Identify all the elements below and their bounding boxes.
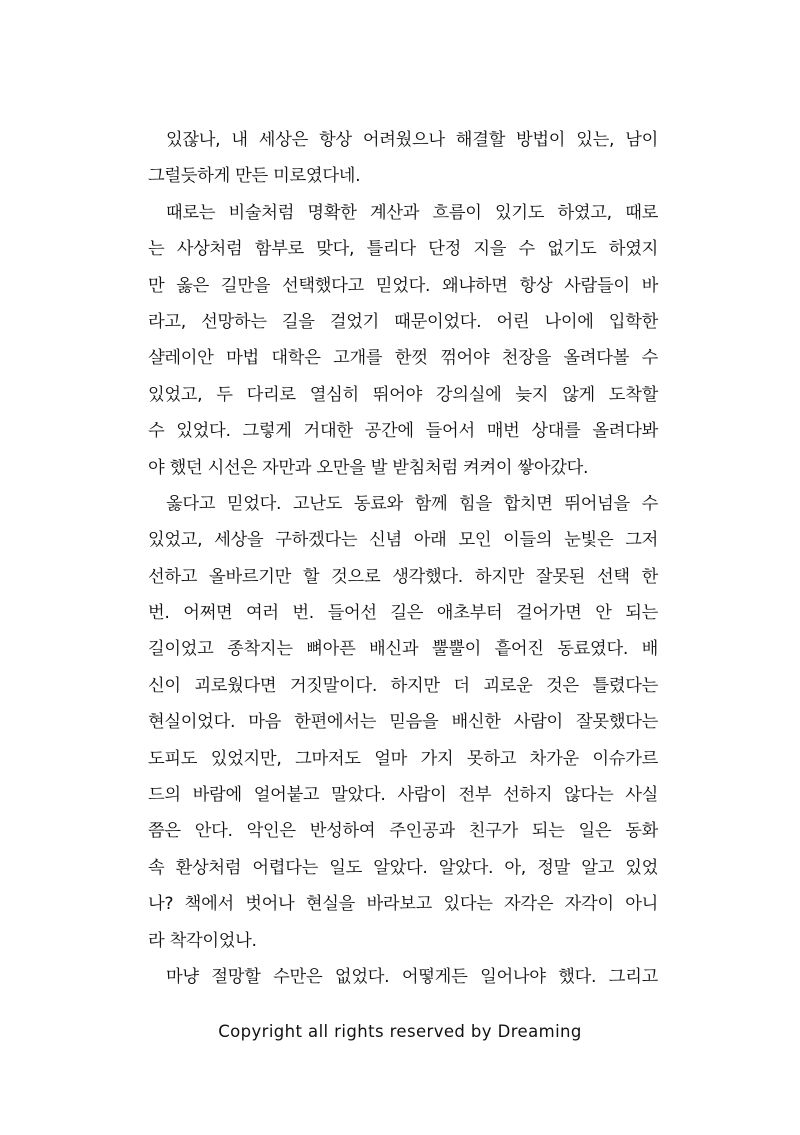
text-line: 선하고 올바르기만 할 것으로 생각했다. 하지만 잘못된 선택 한 xyxy=(148,566,658,587)
text-line: 현실이었다. 마음 한편에서는 믿음을 배신한 사람이 잘못했다는 xyxy=(148,712,658,733)
body-text xyxy=(148,122,658,995)
text-line: 속 환상처럼 어렵다는 일도 알았다. 알았다. 아, 정말 알고 있었 xyxy=(148,857,658,878)
text-line: 라고, 선망하는 길을 걸었기 때문이었다. 어린 나이에 입학한 xyxy=(148,311,658,332)
text-line: 야 했던 시선은 자만과 오만을 발 받침처럼 켜켜이 쌓아갔다. xyxy=(148,457,589,478)
copyright-footer: Copyright all rights reserved by Dreaming xyxy=(218,1022,582,1041)
text-line: 있잖나, 내 세상은 항상 어려웠으나 해결할 방법이 있는, 남이 xyxy=(166,130,658,150)
text-line: 드의 바람에 얼어붙고 말았다. 사람이 전부 선하지 않다는 사실 xyxy=(148,785,658,806)
text-line: 신이 괴로웠다면 거짓말이다. 하지만 더 괴로운 것은 틀렸다는 xyxy=(148,675,658,696)
text-line: 그럴듯하게 만든 미로였다네. xyxy=(148,166,361,187)
text-line: 있었고, 두 다리로 열심히 뛰어야 강의실에 늦지 않게 도착할 xyxy=(148,384,658,405)
text-line: 도피도 있었지만, 그마저도 얼마 가지 못하고 차가운 이슈가르 xyxy=(148,748,658,769)
text-line: 샬레이안 마법 대학은 고개를 한껏 꺾어야 천장을 올려다볼 수 xyxy=(148,348,658,369)
text-line: 있었고, 세상을 구하겠다는 신념 아래 모인 이들의 눈빛은 그저 xyxy=(148,530,658,551)
text-line: 쯤은 안다. 악인은 반성하여 주인공과 친구가 되는 일은 동화 xyxy=(148,821,658,842)
text-line: 옳다고 믿었다. 고난도 동료와 함께 힘을 합치면 뛰어넘을 수 xyxy=(166,493,658,514)
text-line: 나? 책에서 벗어나 현실을 바라보고 있다는 자각은 자각이 아니 xyxy=(148,894,658,915)
text-line: 수 있었다. 그렇게 거대한 공간에 들어서 매번 상대를 올려다봐 xyxy=(148,421,658,442)
text-line: 때로는 비술처럼 명확한 계산과 흐름이 있기도 하였고, 때로 xyxy=(166,202,658,223)
text-line: 만 옳은 길만을 선택했다고 믿었다. 왜냐하면 항상 사람들이 바 xyxy=(148,275,658,296)
text-line: 마냥 절망할 수만은 없었다. 어떻게든 일어나야 했다. 그리고 xyxy=(166,966,658,987)
text-line: 번. 어쩌면 여러 번. 들어선 길은 애초부터 걸어가면 안 되는 xyxy=(148,603,658,624)
text-line: 는 사상처럼 함부로 맞다, 틀리다 단정 지을 수 없기도 하였지 xyxy=(148,239,658,260)
text-line: 라 착각이었나. xyxy=(148,930,257,951)
text-line: 길이었고 종착지는 뼈아픈 배신과 뿔뿔이 흩어진 동료였다. 배 xyxy=(148,639,658,660)
